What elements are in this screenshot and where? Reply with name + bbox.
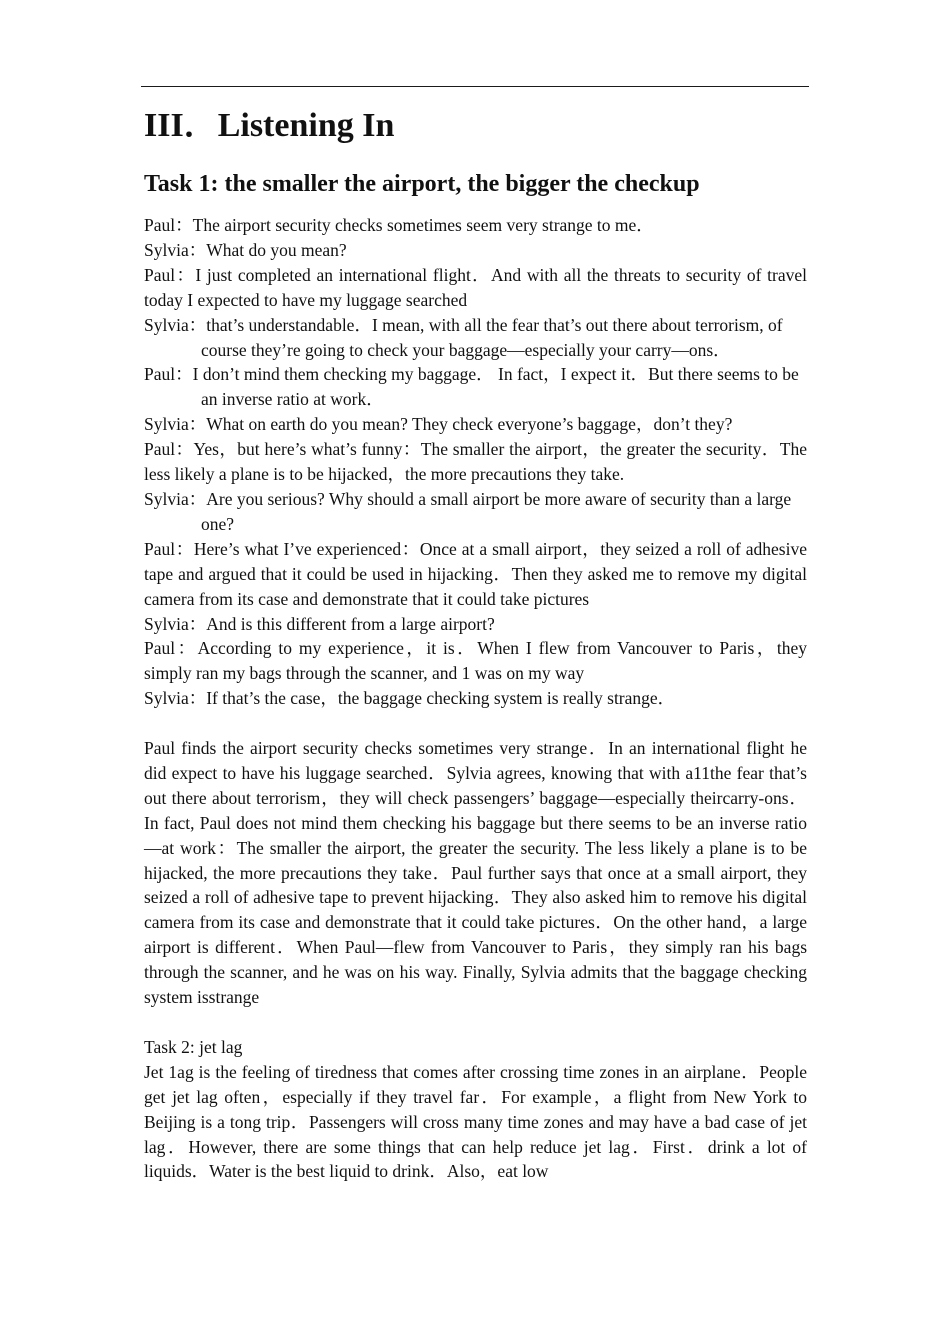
speaker-label: Sylvia： [144, 314, 207, 335]
dialogue-line [144, 263, 807, 313]
speaker-label: Sylvia： [144, 688, 207, 709]
dialogue-line [144, 437, 807, 487]
dialogue-line [144, 537, 807, 612]
speaker-label: Paul： [144, 364, 193, 385]
speaker-label: Paul： [144, 638, 198, 659]
paragraph-gap [144, 1010, 807, 1035]
dialogue-text: What do you mean? [206, 239, 347, 260]
dialogue-text: Here’s what I’ve experienced：Once at a small airport，they seized a roll of adhesive tape and argued that it could be used in hijacking．Then they asked me to remove my digital camera from its case and demonstrate that it could take pictures [144, 538, 807, 609]
dialogue-line [144, 412, 807, 437]
dialogue-text: And is this different from a large airport? [206, 613, 495, 634]
dialogue-text: that’s understandable．I mean, with all the fear that’s out there about terrorism, of course they’re going to check your baggage—especially your carry—ons． [201, 314, 783, 360]
task1-title: Task 1: the smaller the airport, the bigger the checkup [144, 171, 700, 197]
speaker-label: Paul： [144, 215, 193, 235]
task2-body: Jet 1ag is the feeling of tiredness that comes after crossing time zones in an airplane．People get jet lag often，especially if they travel far．For example，a flight from New York to Beijing is a tong trip．Passengers will cross many time zones and may have a bad case of jet lag．However, there are some things that can help reduce jet lag．First．drink a lot of liquids．Water is the best liquid to drink．Also，eat low [144, 1061, 807, 1182]
speaker-label: Paul： [144, 264, 196, 285]
dialogue-line [144, 213, 807, 238]
dialogue-line [144, 238, 807, 263]
speaker-label: Sylvia： [144, 414, 207, 435]
dialogue-text: According to my experience，it is．When I flew from Vancouver to Paris，they simply ran my bags through the scanner, and 1 was on my way [144, 638, 807, 684]
dialogue-line [144, 612, 807, 637]
dialogue-text: I don’t mind them checking my baggage． In fact，I expect it．But there seems to be an inverse ratio at work． [192, 364, 799, 410]
section-title: III．Listening In [144, 107, 395, 144]
dialogue-text: Yes，but here’s what’s funny：The smaller the airport，the greater the security．The less likely a plane is to be hijacked，the more precautions they take. [144, 439, 807, 485]
document-body [144, 213, 807, 1184]
dialogue-line [144, 686, 807, 711]
dialogue-line [144, 487, 807, 537]
dialogue-text: Are you serious? Why should a small airport be more aware of security than a large one? [201, 488, 792, 534]
dialogue-text: What on earth do you mean? They check everyone’s baggage，don’t they? [206, 414, 733, 435]
speaker-label: Paul： [144, 439, 194, 460]
dialogue-text: If that’s the case，the baggage checking system is really strange． [206, 688, 676, 709]
dialogue-line [144, 636, 807, 686]
dialogue-text: The airport security checks sometimes seem very strange to me． [192, 215, 654, 235]
dialogue-text: I just completed an international flight．And with all the threats to security of travel today I expected to have my luggage searched [144, 264, 807, 310]
task1-dialogue [144, 213, 807, 711]
paragraph-gap [144, 711, 807, 736]
speaker-label: Sylvia： [144, 613, 207, 634]
task1-summary: Paul finds the airport security checks sometimes very strange．In an international flight he did expect to have his luggage searched．Sylvia agrees, knowing that with a11the fear that’s out there about terrorism，they will check passengers’ baggage—especially theircarry-ons．In fact, Paul does not mind them checking his baggage but there seems to be an inverse ratio—at work：The smaller the airport, the greater the security. The less likely a plane is to be hijacked, the more precautions they take．Paul further says that once at a small airport, they seized a roll of adhesive tape to prevent hijacking．They also asked him to remove his digital camera from its case and demonstrate that it could take pictures．On the other hand，a large airport is different．When Paul—flew from Vancouver to Paris，they simply ran his bags through the scanner, and he was on his way. Finally, Sylvia admits that the baggage checking system isstrange [144, 738, 807, 1008]
dialogue-line [144, 362, 807, 412]
header-rule [141, 86, 809, 87]
dialogue-line [144, 313, 807, 363]
task2-title: Task 2: jet lag [144, 1036, 243, 1057]
speaker-label: Sylvia： [144, 239, 207, 260]
speaker-label: Sylvia： [144, 488, 207, 509]
speaker-label: Paul： [144, 538, 194, 559]
